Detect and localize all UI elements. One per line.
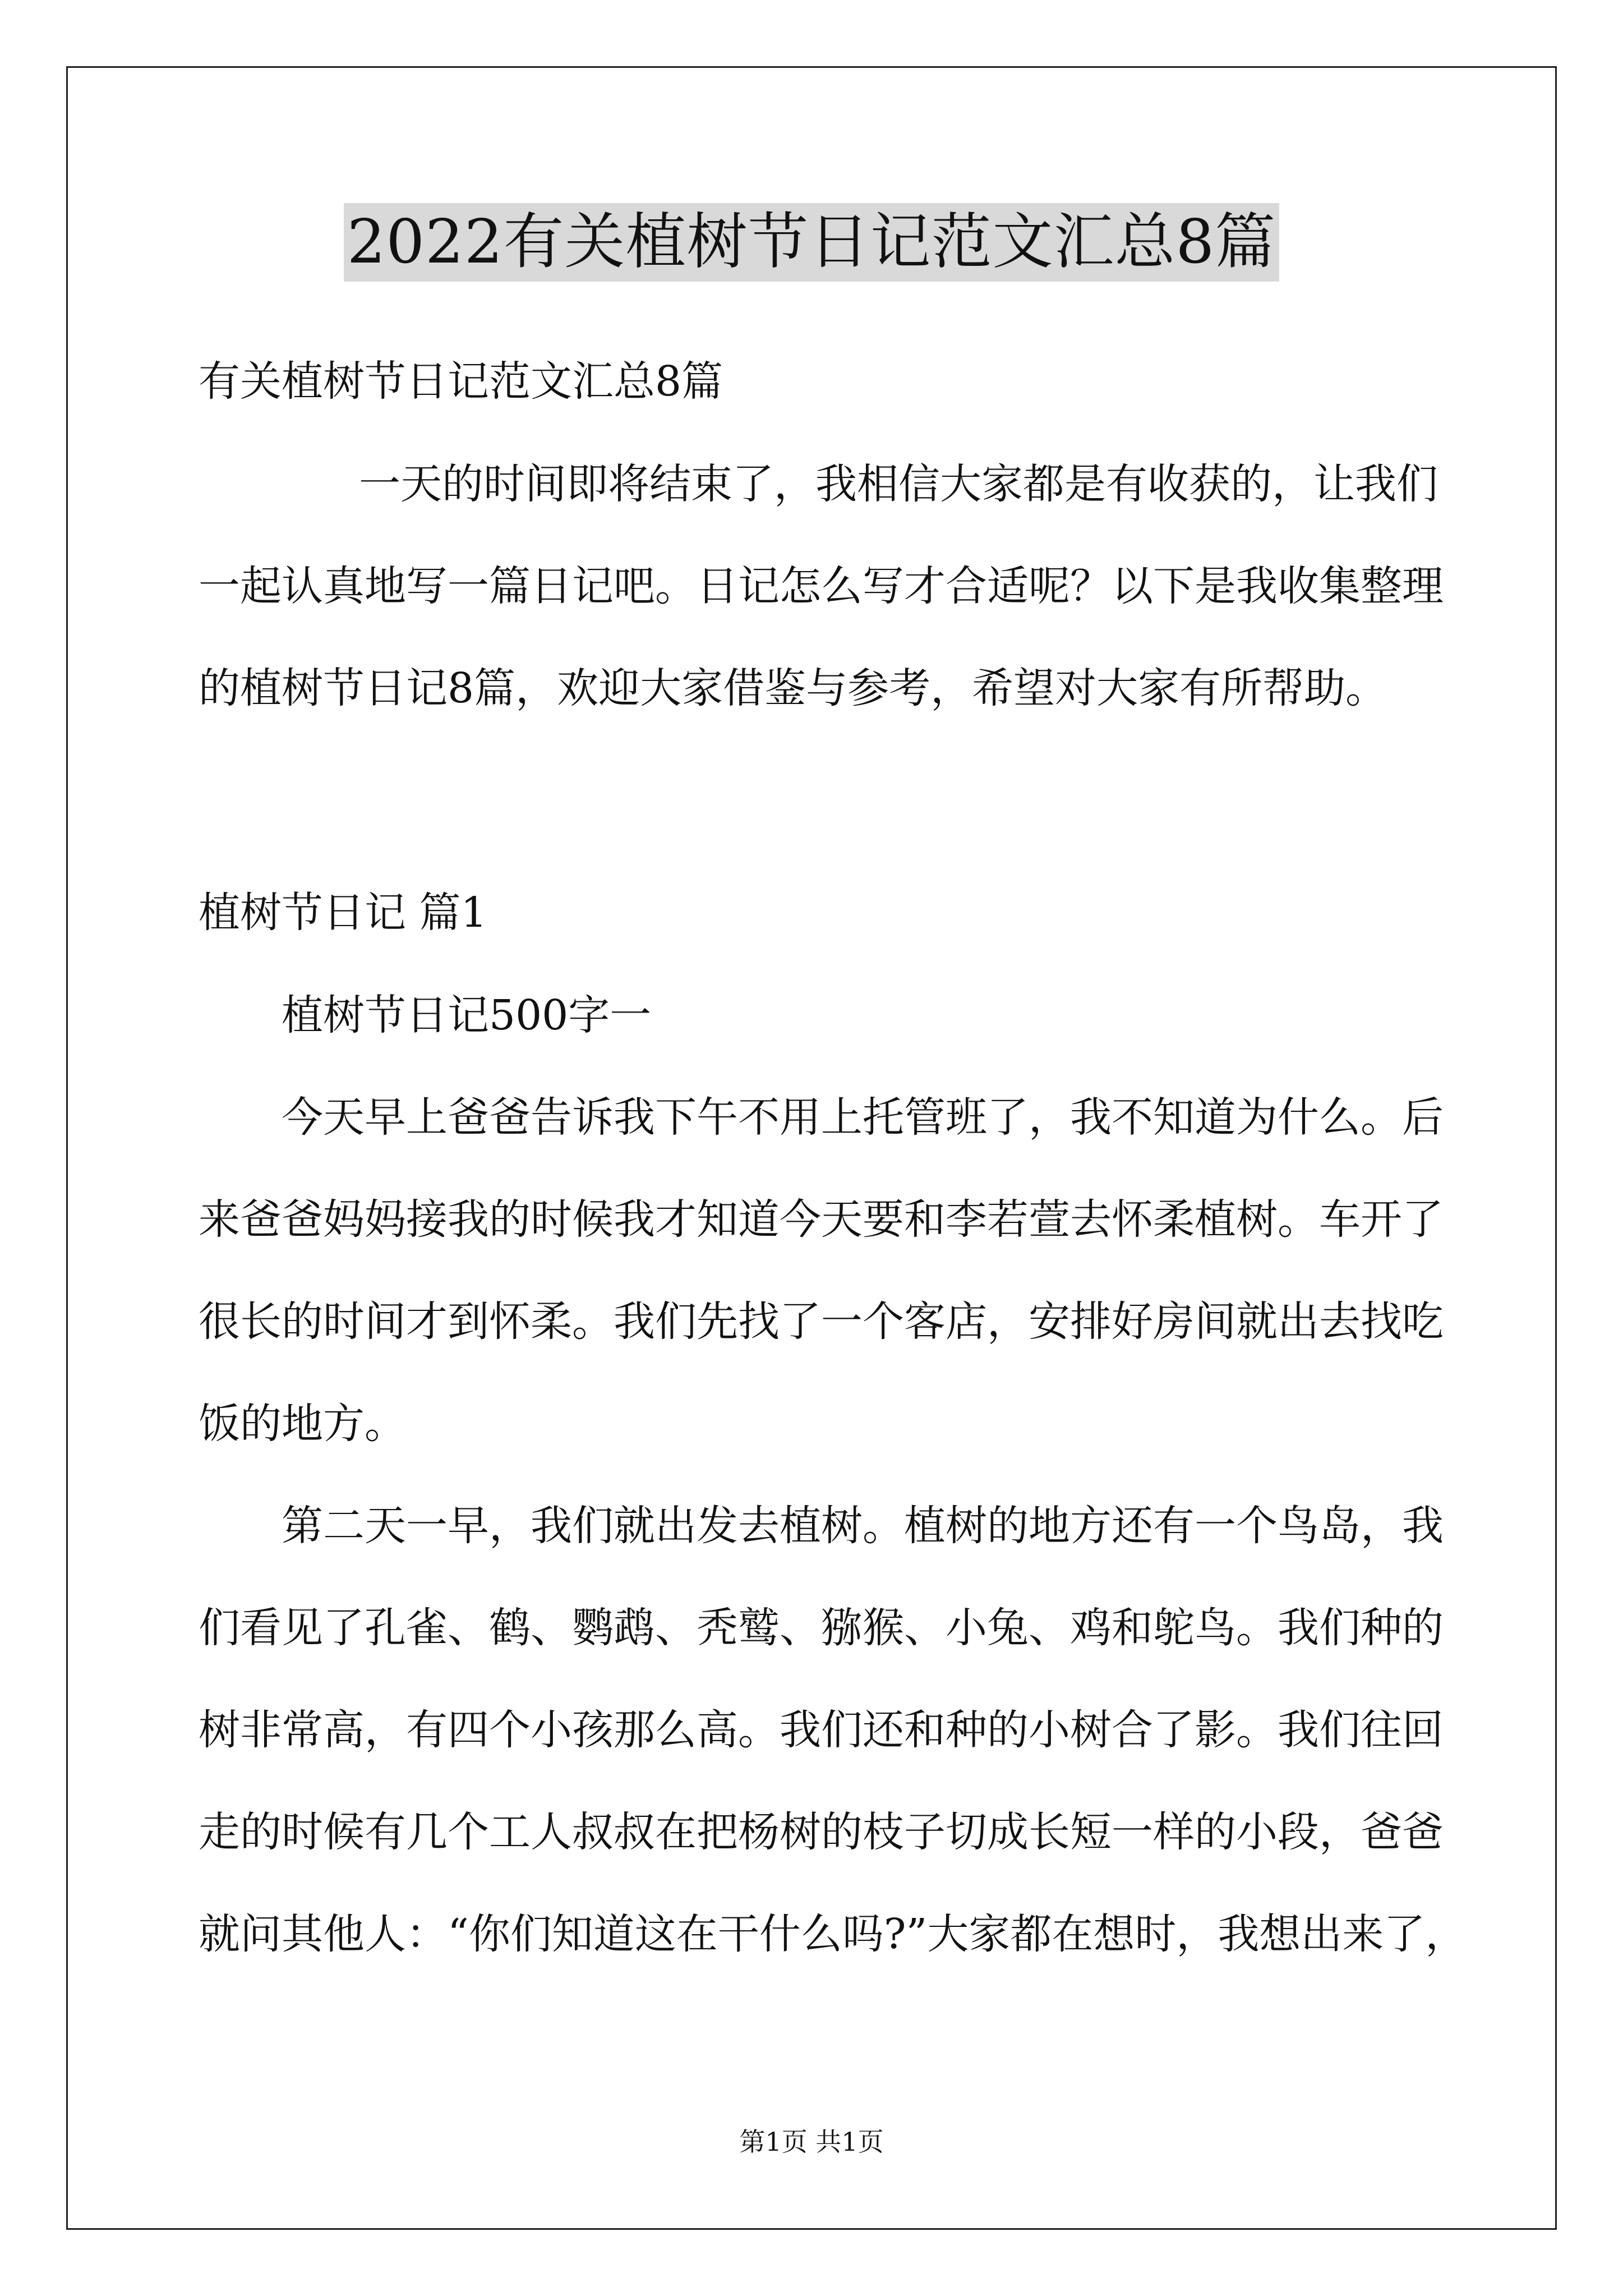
paragraph-2-line-4: 走的时候有几个工人叔叔在把杨树的枝子切成长短一样的小段，爸爸: [199, 1808, 1444, 1856]
paragraph-1-line-3: 很长的时间才到怀柔。我们先找了一个客店，安排好房间就出去找吃: [199, 1297, 1444, 1346]
intro-line-2: 一起认真地写一篇日记吧。日记怎么写才合适呢？以下是我收集整理: [199, 562, 1444, 610]
intro-line-1: 一天的时间即将结束了，我相信大家都是有收获的，让我们: [359, 460, 1438, 508]
paragraph-2-line-5: 就问其他人：“你们知道这在干什么吗?”大家都在想时，我想出来了，: [199, 1910, 1467, 1958]
paragraph-2-line-2: 们看见了孔雀、鹤、鹦鹉、秃鹫、猕猴、小兔、鸡和鸵鸟。我们种的: [199, 1604, 1444, 1652]
paragraph-1-line-4: 饭的地方。: [199, 1400, 406, 1448]
section-subheading: 植树节日记500字一: [282, 991, 652, 1039]
title-container: [0, 203, 1623, 282]
paragraph-1-line-2: 来爸爸妈妈接我的时候我才知道今天要和李若萱去怀柔植树。车开了: [199, 1195, 1444, 1244]
subtitle-line: 有关植树节日记范文汇总8篇: [199, 357, 723, 406]
paragraph-1-line-1: 今天早上爸爸告诉我下午不用上托管班了，我不知道为什么。后: [282, 1093, 1444, 1142]
intro-line-3: 的植树节日记8篇，欢迎大家借鉴与参考，希望对大家有所帮助。: [199, 664, 1387, 712]
section-heading: 植树节日记 篇1: [199, 889, 487, 937]
document-title: 2022有关植树节日记范文汇总8篇: [344, 203, 1280, 282]
paragraph-2-line-1: 第二天一早，我们就出发去植树。植树的地方还有一个鸟岛，我: [282, 1502, 1444, 1550]
paragraph-2-line-3: 树非常高，有四个小孩那么高。我们还和种的小树合了影。我们往回: [199, 1706, 1444, 1754]
page-footer: 第1页 共1页: [739, 2127, 884, 2157]
